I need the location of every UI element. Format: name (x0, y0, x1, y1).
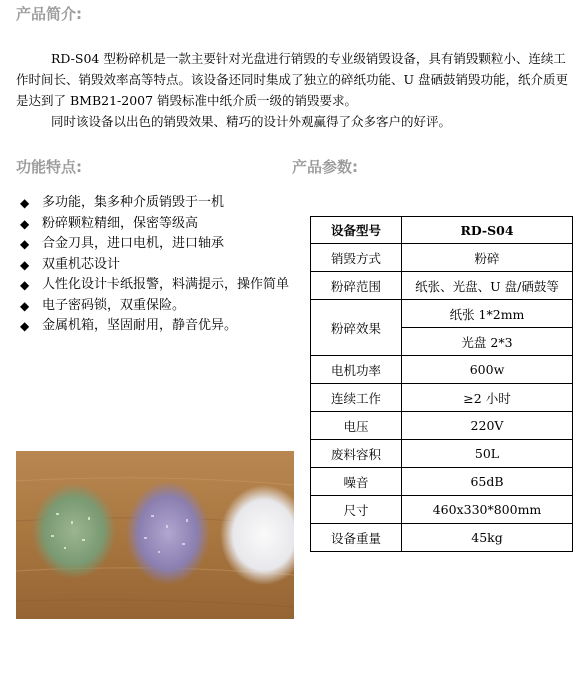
table-row (311, 272, 573, 300)
spec-label: 连续工作 (311, 384, 402, 412)
spec-label: 粉碎效果 (311, 300, 402, 356)
feature-item: ◆ 人性化设计卡纸报警，料满提示，操作简单 (20, 275, 300, 295)
spec-value: 纸张 1*2mm (402, 300, 573, 328)
table-row (311, 412, 573, 440)
spec-label: 电机功率 (311, 356, 402, 384)
feature-item: ◆ 合金刀具，进口电机，进口轴承 (20, 234, 300, 254)
table-row (311, 244, 573, 272)
feature-item: ◆ 粉碎颗粒精细，保密等级高 (20, 214, 300, 234)
black-diamond-icon: ◆ (20, 298, 30, 313)
intro-paragraph-1: RD-S04 型粉碎机是一款主要针对光盘进行销毁的专业级销毁设备，具有销毁颗粒小、连续工作时间长、销毁效率高等特点。该设备还同时集成了独立的碎纸功能、U 盘硒鼓销毁功能，纸介质更是达到了 BMB21-2007 销毁标准中纸介质一级的销毁要求。 (16, 51, 569, 108)
shredded-particles-photo (16, 451, 294, 619)
black-diamond-icon: ◆ (20, 216, 30, 231)
spec-label: 设备型号 (311, 217, 402, 244)
table-row (311, 524, 573, 552)
feature-list (20, 193, 300, 337)
spec-value: ≥2 小时 (402, 384, 573, 412)
black-diamond-icon: ◆ (20, 237, 30, 251)
spec-label: 销毁方式 (311, 244, 402, 272)
feature-item: ◆ 多功能，集多种介质销毁于一机 (20, 193, 300, 213)
black-diamond-icon: ◆ (20, 257, 30, 272)
intro-heading: 产品简介: (16, 5, 82, 23)
black-diamond-icon: ◆ (20, 196, 30, 210)
spec-value: 纸张、光盘、U 盘/硒鼓等 (402, 272, 573, 300)
spec-value: 50L (402, 440, 573, 468)
black-diamond-icon: ◆ (20, 319, 30, 333)
intro-text (16, 48, 574, 132)
spec-value: 45kg (402, 524, 573, 552)
table-row (311, 496, 573, 524)
spec-value: 460x330*800mm (402, 496, 573, 524)
particles-photo-svg (16, 451, 294, 619)
features-heading: 功能特点: (16, 158, 82, 176)
spec-label: 粉碎范围 (311, 272, 402, 300)
spec-label: 尺寸 (311, 496, 402, 524)
table-row (311, 300, 573, 328)
spec-value: RD-S04 (402, 217, 573, 244)
spec-label: 电压 (311, 412, 402, 440)
feature-item: ◆ 金属机箱，坚固耐用，静音优异。 (20, 316, 300, 336)
spec-label: 废料容积 (311, 440, 402, 468)
table-row (311, 217, 573, 244)
table-row (311, 384, 573, 412)
spec-value: 600w (402, 356, 573, 384)
feature-item: ◆ 电子密码锁，双重保险。 (20, 296, 300, 316)
intro-paragraph-2: 同时该设备以出色的销毁效果、精巧的设计外观赢得了众多客户的好评。 (51, 114, 452, 129)
table-row (311, 468, 573, 496)
spec-value: 粉碎 (402, 244, 573, 272)
spec-value: 220V (402, 412, 573, 440)
spec-label: 设备重量 (311, 524, 402, 552)
table-row (311, 440, 573, 468)
table-row (311, 356, 573, 384)
spec-label: 噪音 (311, 468, 402, 496)
params-heading: 产品参数: (292, 158, 358, 176)
black-diamond-icon: ◆ (20, 278, 30, 292)
feature-item: ◆ 双重机芯设计 (20, 255, 300, 275)
spec-value: 65dB (402, 468, 573, 496)
purple-particle-pile (126, 481, 210, 585)
spec-table (310, 216, 573, 552)
green-particle-pile (32, 483, 116, 579)
spec-value: 光盘 2*3 (402, 328, 573, 356)
